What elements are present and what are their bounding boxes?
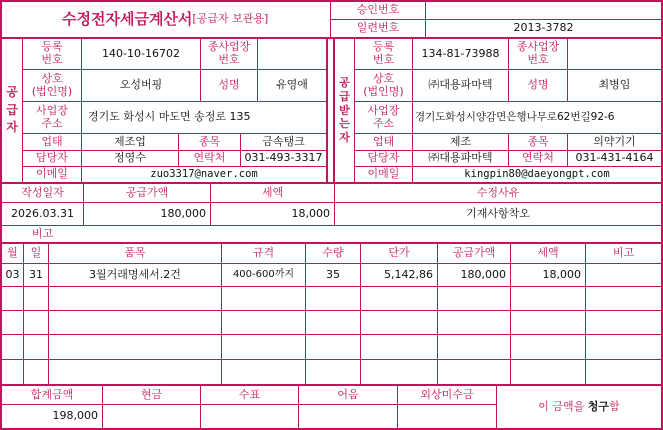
supplier-biz-type: 제조업 xyxy=(114,134,146,148)
serial-no-label: 일련번호 xyxy=(356,21,400,35)
col-header-unit-price: 단가 xyxy=(388,246,410,260)
cash-label: 현금 xyxy=(140,387,163,401)
buyer-phone: 031-431-4164 xyxy=(575,151,654,165)
buyer-rep: 최병임 xyxy=(598,78,631,92)
tax-amount: 18,000 xyxy=(291,206,330,220)
buyer-address: 경기도화성시양감면은행나무로62번길92-6 xyxy=(415,111,615,124)
supplier-phone-label: 연락처 xyxy=(193,151,226,165)
buyer-biz-item: 의약기기 xyxy=(593,134,636,148)
buyer-biz-type: 제조 xyxy=(449,134,472,148)
supplier-branch-label: 종사업장 번호 xyxy=(207,40,251,66)
supplier-branch-no xyxy=(258,39,326,69)
check-label: 수표 xyxy=(238,387,261,401)
col-header-spec: 규격 xyxy=(252,246,275,260)
remarks-value xyxy=(84,226,661,242)
claim-word: 청구 xyxy=(587,399,610,413)
buyer-branch-label: 종사업장 번호 xyxy=(516,40,560,66)
buyer-biz-item-label: 종목 xyxy=(527,134,549,148)
bill-amount xyxy=(299,405,397,428)
remarks-label: 비고 xyxy=(31,226,54,240)
supplier-email: zuo3317@naver.com xyxy=(150,168,258,181)
supplier-rep-label: 성명 xyxy=(218,78,240,92)
col-header-item: 품목 xyxy=(124,246,146,260)
supplier-biz-item: 금속탱크 xyxy=(262,134,305,148)
col-header-tax: 세액 xyxy=(537,246,559,260)
approval-no-label: 승인번호 xyxy=(356,2,400,16)
buyer-name-label: 상호 (법인명) xyxy=(363,71,404,98)
row1-qty: 35 xyxy=(326,267,340,281)
check-amount xyxy=(201,405,298,428)
credit-amount xyxy=(398,405,496,428)
supplier-side-label: 공 급 자 xyxy=(6,85,18,135)
buyer-contact: ㈜대용파마텍 xyxy=(428,151,493,165)
row1-tax: 18,000 xyxy=(542,267,581,281)
buyer-side-label: 공 급 받 는 자 xyxy=(339,76,350,145)
supply-amount: 180,000 xyxy=(160,206,206,220)
title-sub: [공급자 보관용] xyxy=(192,12,269,26)
credit-label: 외상미수금 xyxy=(420,387,474,401)
document-title xyxy=(2,2,330,37)
supplier-name-label: 상호 (법인명) xyxy=(31,71,73,98)
total-amount: 198,000 xyxy=(52,409,98,423)
supplier-address-label: 사업장 주소 xyxy=(36,103,68,130)
buyer-rep-label: 성명 xyxy=(527,78,549,92)
col-header-note: 비고 xyxy=(612,246,635,260)
title-main: 수정전자세금계산서 xyxy=(62,9,193,28)
supplier-email-label: 이메일 xyxy=(36,167,68,181)
date-label: 작성일자 xyxy=(21,185,64,199)
row1-supply: 180,000 xyxy=(460,267,506,281)
row1-day: 31 xyxy=(29,267,43,281)
claim-suffix: 함 xyxy=(609,399,620,413)
supplier-reg-no-label: 등록 번호 xyxy=(41,40,63,66)
claim-prefix: 이 금액을 xyxy=(538,399,588,413)
buyer-name: ㈜대용파마텍 xyxy=(428,78,493,92)
buyer-reg-no: 134-81-73988 xyxy=(421,46,500,60)
row1-month: 03 xyxy=(5,267,20,281)
col-header-supply: 공급가액 xyxy=(452,246,496,260)
supplier-name: 오성버핑 xyxy=(119,78,163,92)
supplier-phone: 031-493-3317 xyxy=(244,151,323,165)
col-header-month: 월 xyxy=(7,246,18,260)
approval-no-value xyxy=(426,1,661,19)
buyer-biz-type-label: 업태 xyxy=(372,134,395,148)
supply-amount-label: 공급가액 xyxy=(125,185,169,199)
revision-reason: 기재사항착오 xyxy=(466,206,530,220)
supplier-biz-item-label: 종목 xyxy=(198,134,221,148)
col-header-qty: 수량 xyxy=(322,246,344,260)
buyer-contact-label: 담당자 xyxy=(367,151,400,165)
cash-amount xyxy=(103,405,200,428)
supplier-reg-no: 140-10-16702 xyxy=(102,46,180,60)
row1-note xyxy=(586,264,661,286)
row1-unit-price: 5,142,86 xyxy=(384,267,433,281)
issue-date: 2026.03.31 xyxy=(11,206,74,220)
supplier-contact: 정영수 xyxy=(114,151,146,165)
row1-item: 3월거래명세서.2건 xyxy=(89,267,181,281)
buyer-email: kingpin80@daeyongpt.com xyxy=(464,168,610,181)
serial-no-value: 2013-3782 xyxy=(513,21,574,35)
row1-spec: 400-600까지 xyxy=(232,269,295,281)
supplier-contact-label: 담당자 xyxy=(36,151,68,165)
supplier-address: 경기도 화성시 마도면 송정로 135 xyxy=(88,110,251,124)
reason-label: 수정사유 xyxy=(476,185,520,199)
supplier-biz-type-label: 업태 xyxy=(41,134,63,148)
tax-amount-label: 세액 xyxy=(261,185,284,199)
buyer-email-label: 이메일 xyxy=(367,167,400,181)
buyer-reg-no-label: 등록 번호 xyxy=(372,40,395,66)
buyer-address-label: 사업장 주소 xyxy=(367,103,400,130)
buyer-phone-label: 연락처 xyxy=(522,151,554,165)
bill-label: 어음 xyxy=(337,387,359,401)
total-label: 합계금액 xyxy=(30,387,74,401)
buyer-branch-no xyxy=(568,39,661,69)
col-header-day: 일 xyxy=(30,246,42,260)
supplier-rep: 유영애 xyxy=(276,78,308,92)
claim-statement xyxy=(497,386,661,428)
